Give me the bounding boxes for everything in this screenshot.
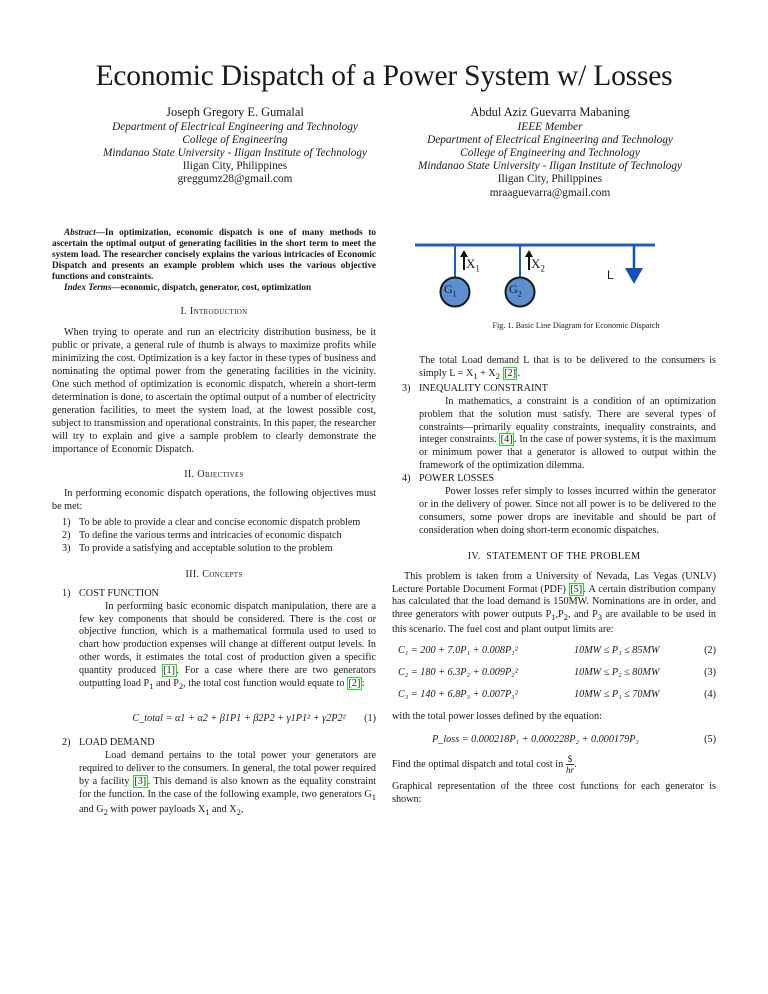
graph-text: Graphical representation of the three cost functions for each generator is shown: [392,781,716,805]
concept-title: INEQUALITY CONSTRAINT [419,382,548,394]
concept-cost-function: 1) COST FUNCTION In performing basic economic dispatch manipulation, there are a few key components that should be considered. There is the cost or objective function, which is a mathematical formula used to used to chart how production expenses will change at different output levels. In other words, it estimates the total cost of production given a specific quantity produced [1] . For a case where there are two generators outputting load $P_1$ and $P_2$, the total cost function would equate to [2] : [62,587,376,692]
equation-3: C₂ = 180 + 6.3P₂ + 0.009P₂² 10MW ≤ P₂ ≤ 80MW (3) [398,667,716,679]
paper-title: Economic Dispatch of a Power System w/ Losses [95,60,673,92]
author-email[interactable]: greggumz28@gmail.com [177,173,293,186]
equation-1 [52,713,376,729]
problem-text: This problem is taken from a University of Nevada, Las Vegas (UNLV) Lecture Portable Document Format (PDF) [5] . A certain distribution company has calculated that the load demand is 150MW. Nominations are in order, and three generators with power outputs $P_1,P_2$, and $P_3$ are available to be used in this scenario. The fuel cost and plant output limits are: [392,570,717,636]
concept-title: LOAD DEMAND [79,737,155,749]
abstract-label: Abstract [64,227,96,237]
author-affiliation: College of Engineering [182,134,288,147]
equation-4: C₃ = 140 + 6.8P₃ + 0.007P₃² 10MW ≤ P₁ ≤ 70MW (4) [398,689,716,701]
cost-equations [392,645,716,711]
abstract [52,227,376,292]
list-item: 3) To provide a satisfying and acceptable solution to the problem [62,542,333,554]
section-heading-concepts: III. Concepts [185,568,243,580]
author-affiliation: Mindanao State University - Iligan Institute of Technology [102,147,368,160]
gen1-label: $G_1$ [444,282,457,299]
citation-link[interactable]: [3] [134,775,147,787]
cost-function-text: In performing basic economic dispatch manipulation, there are a few key components that should be considered. There is the cost or objective function, which is a mathematical formula used to used to chart how production expenses will change at different output levels. In other words, it estimates the total cost of production given a specific quantity produced [1] . For a case where there are two generators outputting load $P_1$ and $P_2$, the total cost function would equate to [2] : [79,600,376,692]
author-affiliation: Department of Electrical Engineering and Technology [112,121,358,134]
unit-fraction: $\frac{\$}{hr}$ [565,754,574,776]
author-block-1 [90,106,380,187]
losses-intro: with the total power losses defined by the equation: [392,711,602,723]
equation-5: P_loss = 0.000218P₁ + 0.000228P₂ + 0.000179P₃ (5) [432,734,716,746]
author-affiliation: College of Engineering and Technology [460,147,640,160]
left-column [52,227,376,819]
load-label: L [607,268,614,282]
citation-link[interactable]: [2] [348,678,361,690]
figure-caption: Fig. 1. Basic Line Diagram for Economic Dispatch [492,321,660,330]
find-text: Find the optimal dispatch and total cost in $\frac{\$}{hr}$. [392,754,577,776]
author-affiliation: Mindanao State University - Iligan Institute of Technology [417,160,683,173]
section-heading-objectives: II. Objectives [184,469,244,481]
citation-link[interactable]: [2] [504,367,516,379]
author-name: Joseph Gregory E. Gumalal [166,105,304,119]
concept-load-demand: 2) LOAD DEMAND Load demand pertains to the total power your generators are required to deliver to the consumers. In general, the total power required by a facility [3] . This demand is also known as the equality constraint for the function. In the case of the following example, two generators $G_1$ and $G_2$ with power payloads $X_1$ and $X_2$, [62,737,376,817]
gen2-label: $G_2$ [509,282,522,299]
citation-link[interactable]: [4] [500,434,513,446]
citation-link[interactable]: [5] [570,583,583,595]
author-city: Iligan City, Philippines [182,160,288,173]
author-city: Iligan City, Philippines [497,173,603,186]
objectives-list [52,517,376,556]
abstract-text: —In optimization, economic dispatch is one of many methods to ascertain the optimal output of generating facilities in the short term to meet the system load. The researcher concisely explains the various intricacies of Economic Dispatch and presents an example problem which uses the various objective functions and constraints. [52,227,376,281]
section-heading-problem: IV. STATEMENT OF THE PROBLEM [467,550,641,562]
introduction-text: When trying to operate and run an electricity distribution business, be it public or private, a general rule of thumb is always to maximize profits while minimizing the cost. Optimization is a key factor in these types of business and nominating the optimal power from the generating facilities in the vicinity. One such method of optimization is economic dispatch, wherein a short-term determination is done, to ascertain the optimal output of a number of electricity generation facilities, to meet the system load, at the lowest possible cost, subject to transmission and operational constraints. In this paper, the researcher will try to explain and give a sample problem to clearly demonstrate the importance of Economic Dispatch. [52,327,376,455]
index-terms-label: Index Terms [64,281,112,292]
equation-2: C₁ = 200 + 7.0P₁ + 0.008P₁² 10MW ≤ P₁ ≤ 85MW (2) [398,645,716,657]
section-heading-introduction: I. Introduction [180,306,248,318]
load-demand-continued: The total Load demand L that is to be delivered to the consumers is simply $L = X_1 + X_2$ [2] . [419,355,716,381]
x2-label: $X_2$ [531,256,545,274]
equation-text: C_total = α1 + α2 + β1P1 + β2P2 + γ1P1² + γ2P2² [132,713,346,725]
concept-inequality-constraint: 3) INEQUALITY CONSTRAINT In mathematics, a constraint is a condition of an optimization problem that the solution must satisfy. There are several types of constraints—primarily equality constraints, inequality constraints, and integer constraints. [4] . In the case of power systems, it is the maximum or minimum power that a generator is allowed to output within the framework of the optimization dilemma. [402,382,717,472]
x1-label: $X_1$ [466,256,480,274]
concept-title: POWER LOSSES [419,473,495,485]
author-name: Abdul Aziz Guevarra Mabaning [470,105,630,119]
citation-link[interactable]: [1] [163,665,176,677]
list-item: 1) To be able to provide a clear and concise economic dispatch problem [62,517,361,529]
load-demand-text: Load demand pertains to the total power your generators are required to deliver to the consumers. In general, the total power required by a facility [3] . This demand is also known as the equality constraint for the function. In the case of the following example, two generators $G_1$ and $G_2$ with power payloads $X_1$ and $X_2$, [79,749,376,817]
list-item: 2) To define the various terms and intricacies of economic dispatch [62,530,342,542]
equation-number: (1) [364,713,376,725]
index-terms-text: —economic, dispatch, generator, cost, optimization [111,281,312,292]
load-arrow-icon [625,268,643,284]
author-block-2 [400,106,700,200]
concept-title: COST FUNCTION [79,587,159,599]
author-affiliation: IEEE Member [517,121,583,134]
right-column [392,355,716,807]
concept-power-losses: 4) POWER LOSSES Power losses refer simply to losses incurred within the generator or in the delivery of power. Since not all power is to be delivered to the consumers, some power drops are inevitable and should be part of consideration when doing short-term economic dispatches. [402,473,716,536]
author-affiliation: Department of Electrical Engineering and Technology [427,134,673,147]
objectives-text: In performing economic dispatch operations, the following objectives must be met: [52,488,376,513]
author-email[interactable]: mraaguevarra@gmail.com [489,186,611,199]
